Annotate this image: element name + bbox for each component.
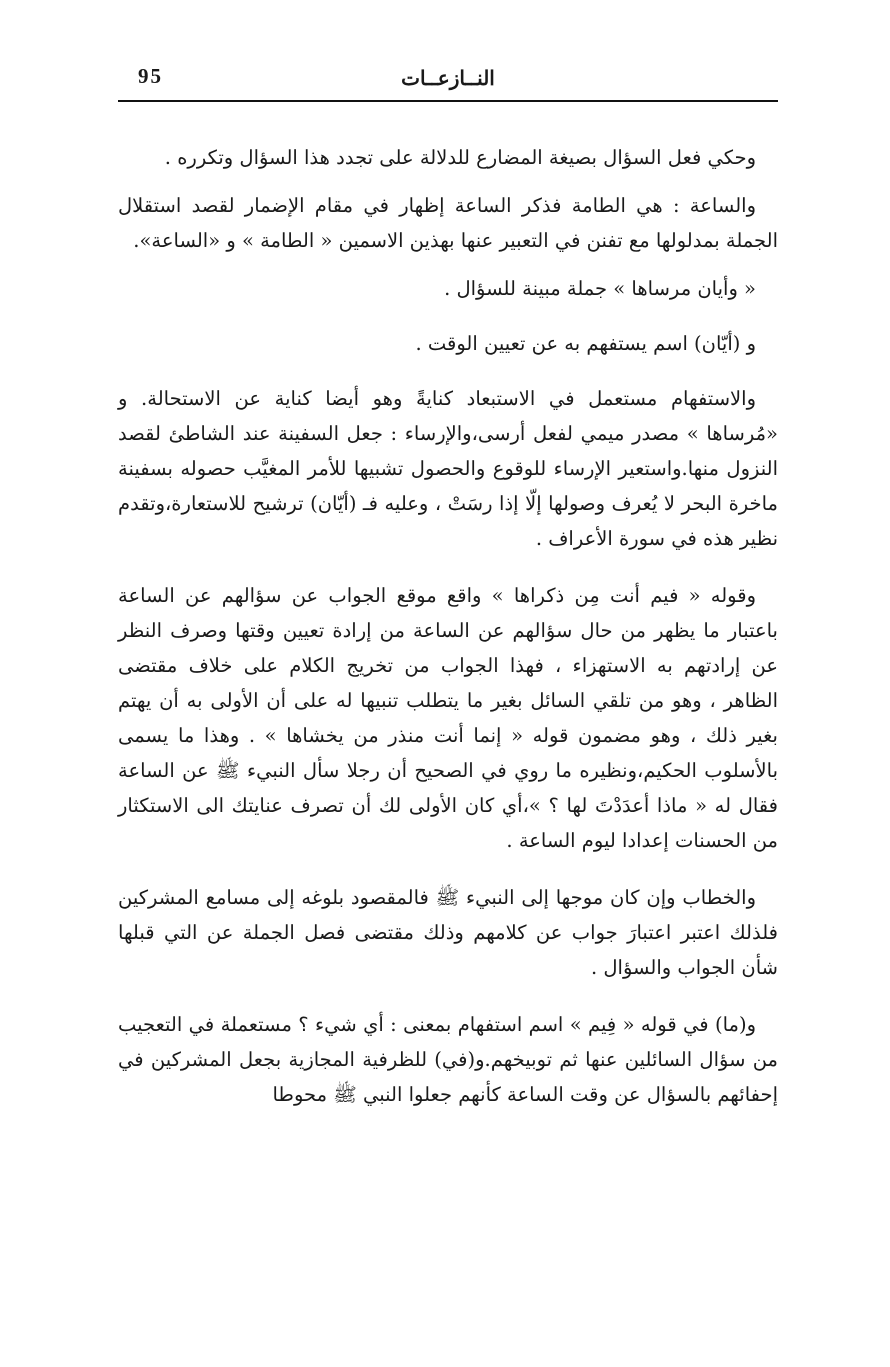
paragraph: والاستفهام مستعمل في الاستبعاد كنايةً وهو أيضا كناية عن الاستحالة. و «مُرساها » مصدر ميمي لفعل أرسى،والإرساء : جعل السفينة عند الشاطئ لقصد النزول منها.واستعير الإرساء للوقوع والحصول تشبيها للأمر المغيَّب حصوله بسفينة ماخرة البحر لا يُعرف وصولها إلّا إذا رسَتْ ، وعليه فـ (أيّان) ترشيح للاستعارة،وتقدم نظير هذه في سورة الأعراف . — [118, 387, 778, 550]
paragraph: « وأيان مرساها » جملة مبينة للسؤال . — [444, 277, 756, 300]
paragraph: و (أيّان) اسم يستفهم به عن تعيين الوقت . — [415, 332, 756, 355]
body-text — [118, 140, 778, 1112]
paragraph: وحكي فعل السؤال بصيغة المضارع للدلالة على تجدد هذا السؤال وتكرره . — [164, 146, 756, 169]
running-title: النــازعــات — [401, 66, 495, 90]
paragraph: وقوله « فيم أنت مِن ذكراها » واقع موقع الجواب عن سؤالهم عن الساعة باعتبار ما يظهر من حال سؤالهم عن الساعة من إرادة تعيين وقتها وصرف النظر عن إرادتهم به الاستهزاء ، فهذا الجواب من تخريج الكلام على خلاف مقتضى الظاهر ، وهو من تلقي السائل بغير ما يتطلب تنبيها له على أن الأولى به أن يهتم بغير ذلك ، وهو مضمون قوله « إنما أنت منذر من يخشاها » . وهذا ما يسمى بالأسلوب الحكيم،ونظيره ما روي في الصحيح أن رجلا سأل النبيء ﷺ عن الساعة فقال له « ماذا أعدَدْتَ لها ؟ »،أي كان الأولى لك أن تصرف عنايتك الى الاستكثار من الحسنات إعدادا ليوم الساعة . — [118, 584, 778, 852]
paragraph: والساعة : هي الطامة فذكر الساعة إظهار في مقام الإضمار لقصد استقلال الجملة بمدلولها مع تفنن في التعبير عنها بهذين الاسمين « الطامة » و «الساعة». — [118, 194, 778, 252]
paragraph: و(ما) في قوله « فِيم » اسم استفهام بمعنى : أي شيء ؟ مستعملة في التعجيب من سؤال السائلين عنها ثم توبيخهم.و(في) للظرفية المجازية بجعل المشركين في إحفائهم بالسؤال عن وقت الساعة كأنهم جعلوا النبي ﷺ محوطا — [118, 1013, 778, 1106]
header-rule — [118, 100, 778, 102]
paragraph: والخطاب وإن كان موجها إلى النبيء ﷺ فالمقصود بلوغه إلى مسامع المشركين فلذلك اعتبر اعتبارَ جواب عن كلامهم وذلك مقتضى فصل الجملة عن التي قبلها شأن الجواب والسؤال . — [118, 886, 778, 979]
page-number: 95 — [138, 64, 163, 88]
page-header — [118, 58, 778, 102]
